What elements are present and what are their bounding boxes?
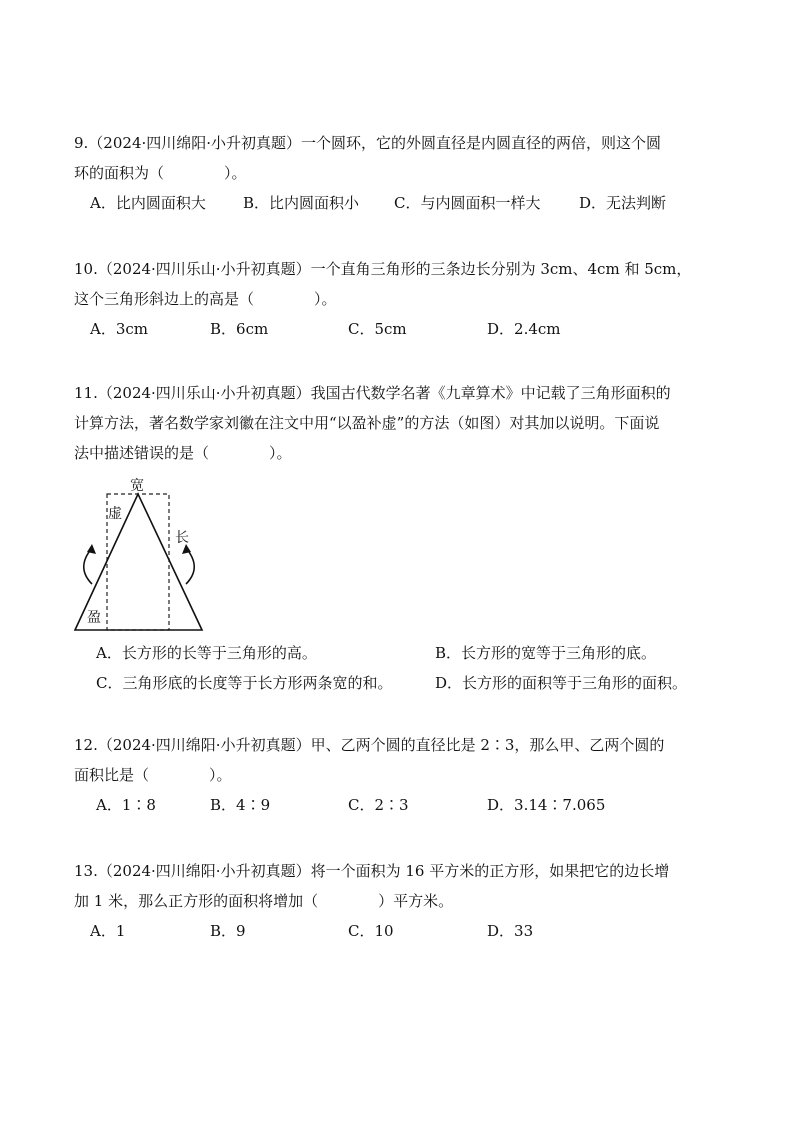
- question-11-options-row-2: [74, 668, 724, 698]
- label-width: 宽: [130, 478, 144, 494]
- question-9-options: [74, 188, 724, 218]
- question-12-options: [74, 790, 724, 820]
- question-10-stem-line-2: 这个三角形斜边上的高是（ ）。: [74, 290, 337, 308]
- question-11-stem-line-2: 计算方法，著名数学家刘徽在注文中用“以盈补虚”的方法（如图）对其加以说明。下面说: [74, 414, 660, 432]
- option-a[interactable]: A．1: [90, 922, 126, 940]
- label-surplus: 盈: [87, 610, 101, 626]
- option-d[interactable]: D．2.4cm: [487, 320, 561, 338]
- question-10-options: [74, 314, 724, 344]
- option-c[interactable]: C．三角形底的长度等于长方形两条宽的和。: [96, 674, 393, 692]
- question-9-stem-line-1: 9.（2024·四川绵阳·小升初真题）一个圆环，它的外圆直径是内圆直径的两倍，则这个圆: [74, 134, 662, 152]
- question-11-stem-line-1: 11.（2024·四川乐山·小升初真题）我国古代数学名著《九章算术》中记载了三角形面积的: [74, 384, 671, 402]
- question-13-stem-line-2: 加 1 米，那么正方形的面积将增加（ ）平方米。: [74, 892, 454, 910]
- option-c[interactable]: C．5cm: [348, 320, 407, 338]
- label-length: 长: [175, 530, 189, 546]
- option-b[interactable]: B．长方形的宽等于三角形的底。: [435, 644, 657, 662]
- question-11-options: [74, 638, 724, 698]
- option-a[interactable]: A．长方形的长等于三角形的高。: [96, 644, 317, 662]
- question-10-stem-line-1: 10.（2024·四川乐山·小升初真题）一个直角三角形的三条边长分别为 3cm、4cm 和 5cm，: [74, 260, 692, 278]
- question-12-stem-line-1: 12.（2024·四川绵阳·小升初真题）甲、乙两个圆的直径比是 2∶3，那么甲、乙两个圆的: [74, 736, 665, 754]
- question-12: [74, 730, 724, 820]
- option-a[interactable]: A．比内圆面积大: [90, 194, 206, 212]
- question-11: [74, 378, 724, 468]
- triangle-figure: [70, 472, 210, 637]
- question-12-stem-line-2: 面积比是（ ）。: [74, 766, 232, 784]
- option-a[interactable]: A．1∶8: [96, 796, 156, 814]
- question-10: [74, 254, 724, 344]
- option-a[interactable]: A．3cm: [90, 320, 149, 338]
- question-13-options: [74, 916, 724, 946]
- option-c[interactable]: C．2∶3: [348, 796, 409, 814]
- option-d[interactable]: D．无法判断: [579, 194, 667, 212]
- right-curved-arrow-icon: [186, 548, 194, 584]
- question-13-stem-line-1: 13.（2024·四川绵阳·小升初真题）将一个面积为 16 平方米的正方形，如果把它的边长增: [74, 862, 670, 880]
- label-deficit: 虚: [108, 506, 122, 522]
- option-c[interactable]: C．与内圆面积一样大: [394, 194, 541, 212]
- question-11-options-row-1: [74, 638, 724, 668]
- option-b[interactable]: B．6cm: [210, 320, 269, 338]
- question-9: [74, 128, 724, 218]
- left-curved-arrow-icon: [84, 548, 92, 584]
- option-b[interactable]: B．4∶9: [210, 796, 271, 814]
- option-b[interactable]: B．比内圆面积小: [243, 194, 360, 212]
- option-d[interactable]: D．长方形的面积等于三角形的面积。: [435, 674, 688, 692]
- option-b[interactable]: B．9: [210, 922, 246, 940]
- option-d[interactable]: D．3.14∶7.065: [487, 796, 606, 814]
- question-11-stem-line-3: 法中描述错误的是（ ）。: [74, 444, 292, 462]
- option-d[interactable]: D．33: [487, 922, 534, 940]
- option-c[interactable]: C．10: [348, 922, 394, 940]
- question-9-stem-line-2: 环的面积为（ ）。: [74, 164, 247, 182]
- question-13: [74, 856, 724, 946]
